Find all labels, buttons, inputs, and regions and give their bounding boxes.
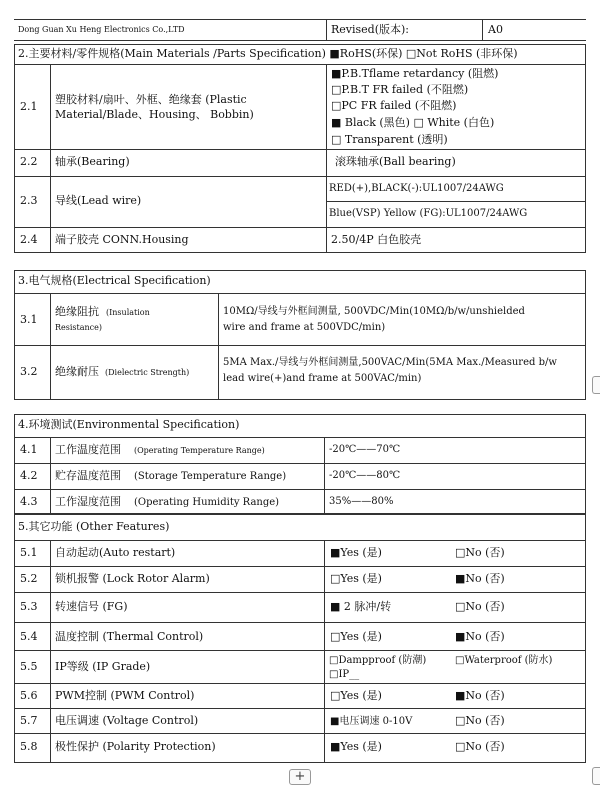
option-yes: ■Yes (是) [330, 546, 382, 559]
column-divider [50, 64, 51, 253]
row-label: 自动起动(Auto restart) [55, 546, 176, 559]
option-text: ■ Black (黑色) □ White (白色) [331, 116, 495, 129]
row-divider [14, 566, 586, 567]
row-number: 5.8 [20, 740, 38, 753]
row-value: RED(+),BLACK(-):UL1007/24AWG [329, 183, 504, 194]
row-label: 贮存温度范围 [55, 469, 121, 482]
row-number: 4.1 [20, 443, 38, 456]
row-divider [14, 149, 586, 150]
row-divider [14, 437, 586, 438]
row-label: 工作温度范围 [55, 443, 121, 456]
section-title: 4.环境测试(Environmental Specification) [18, 418, 240, 431]
header-top-border [14, 19, 586, 20]
row-value: 5MA Max./导线与外框间测量,500VAC/Min(5MA Max./Measured b/w [223, 357, 557, 368]
row-label: 转速信号 (FG) [55, 600, 128, 613]
column-divider [50, 293, 51, 400]
row-label: 锁机报警 (Lock Rotor Alarm) [55, 572, 210, 585]
row-divider [14, 683, 586, 684]
row-value: Blue(VSP) Yellow (FG):UL1007/24AWG [329, 208, 528, 219]
option-text: □ Transparent (透明) [331, 133, 448, 146]
row-number: 5.7 [20, 714, 38, 727]
option-no: ■No (否) [455, 689, 505, 702]
row-value: wire and frame at 500VDC/min) [223, 322, 386, 333]
row-label: 绝缘耐压 [55, 365, 99, 378]
header-bottom-border [14, 40, 586, 41]
column-divider [326, 64, 327, 253]
row-divider [14, 489, 586, 490]
revised-label: Revised(版本): [331, 23, 410, 36]
option-no: ■No (否) [455, 630, 505, 643]
row-divider [14, 650, 586, 651]
row-number: 5.3 [20, 600, 38, 613]
row-label-en: (Operating Temperature Range) [134, 446, 265, 455]
row-number: 3.2 [20, 365, 38, 378]
section-title: 2.主要材料/零件规格(Main Materials /Parts Specification) ■RoHS(环保) □Not RoHS (非环保) [18, 47, 518, 60]
column-divider [50, 437, 51, 514]
row-label: Material/Blade、Housing、 Bobbin) [55, 108, 254, 121]
option-yes: □Yes (是) [330, 689, 382, 702]
row-number: 3.1 [20, 313, 38, 326]
option-text: ■P.B.Tflame retardancy (阻燃) [331, 67, 499, 80]
row-number: 4.3 [20, 495, 38, 508]
voltage-option: ■电压调速 0-10V [330, 716, 413, 727]
row-label: 工作湿度范围 [55, 495, 121, 508]
row-label-en: (Insulation [106, 308, 150, 317]
column-divider [50, 540, 51, 763]
row-label-en: (Dielectric Strength) [105, 368, 190, 377]
row-number: 2.1 [20, 100, 38, 113]
row-label: 温度控制 (Thermal Control) [55, 630, 204, 643]
option-yes: □Yes (是) [330, 630, 382, 643]
row-divider [14, 540, 586, 541]
row-value: 2.50/4P 白色胶壳 [331, 233, 422, 246]
row-label-en: (Storage Temperature Range) [134, 471, 287, 482]
row-label: 极性保护 (Polarity Protection) [55, 740, 216, 753]
revision-value: A0 [488, 23, 503, 36]
column-divider [324, 540, 325, 763]
row-number: 5.5 [20, 660, 38, 673]
row-value: 35%——80% [329, 496, 394, 507]
row-number: 2.2 [20, 155, 38, 168]
row-divider [326, 201, 586, 202]
option-no: □No (否) [455, 546, 505, 559]
company-name: Dong Guan Xu Heng Electronics Co.,LTD [18, 25, 185, 34]
option-text: □PC FR failed (不阻燃) [331, 99, 457, 112]
row-value: -20℃——70℃ [329, 444, 401, 455]
row-divider [14, 227, 586, 228]
row-number: 5.4 [20, 630, 38, 643]
section-title: 3.电气规格(Electrical Specification) [18, 274, 211, 287]
option-waterproof: □Waterproof (防水) [455, 655, 553, 666]
row-divider [14, 592, 586, 593]
row-number: 4.2 [20, 469, 38, 482]
row-label: 端子胶壳 CONN.Housing [55, 233, 189, 246]
row-value: 滚珠轴承(Ball bearing) [335, 155, 456, 168]
header-divider [326, 19, 327, 40]
row-divider [14, 622, 586, 623]
option-yes: ■Yes (是) [330, 740, 382, 753]
row-label: 轴承(Bearing) [55, 155, 130, 168]
fg-pulse-option: ■ 2 脉冲/转 [330, 600, 392, 613]
row-label: 电压调速 (Voltage Control) [55, 714, 199, 727]
row-divider [14, 64, 586, 65]
option-no: □No (否) [455, 740, 505, 753]
section-title: 5.其它功能 (Other Features) [18, 520, 170, 533]
row-label: 绝缘阻抗 [55, 305, 99, 318]
column-divider [324, 437, 325, 514]
row-value: -20℃——80℃ [329, 470, 401, 481]
option-text: □P.B.T FR failed (不阻燃) [331, 83, 469, 96]
table-edge-handle[interactable] [592, 767, 600, 785]
row-label: 导线(Lead wire) [55, 194, 142, 207]
row-value: lead wire(+)and frame at 500VAC/min) [223, 373, 422, 384]
row-label-en: Resistance) [55, 323, 102, 332]
option-no: ■No (否) [455, 572, 505, 585]
table-edge-handle[interactable] [592, 376, 600, 394]
row-number: 5.1 [20, 546, 38, 559]
option-no: □No (否) [455, 714, 505, 727]
row-divider [14, 293, 586, 294]
row-divider [14, 345, 586, 346]
row-divider [14, 708, 586, 709]
row-number: 2.4 [20, 233, 38, 246]
row-divider [14, 176, 586, 177]
option-yes: □Yes (是) [330, 572, 382, 585]
option-ip: □IP__ [329, 669, 360, 680]
add-row-button[interactable]: + [289, 769, 311, 785]
row-label: IP等级 (IP Grade) [55, 660, 151, 673]
row-number: 5.6 [20, 689, 38, 702]
option-no: □No (否) [455, 600, 505, 613]
row-label: 塑胶材料/扇叶、外框、绝缘套 (Plastic [55, 93, 247, 106]
column-divider [218, 293, 219, 400]
row-label: PWM控制 (PWM Control) [55, 689, 195, 702]
option-dampproof: □Dampproof (防潮) [329, 655, 427, 666]
row-divider [14, 463, 586, 464]
row-label-en: (Operating Humidity Range) [134, 497, 280, 508]
row-value: 10MΩ/导线与外框间测量, 500VDC/Min(10MΩ/b/w/unshielded [223, 306, 525, 317]
header-divider [482, 19, 483, 40]
row-number: 2.3 [20, 194, 38, 207]
row-number: 5.2 [20, 572, 38, 585]
row-divider [14, 733, 586, 734]
